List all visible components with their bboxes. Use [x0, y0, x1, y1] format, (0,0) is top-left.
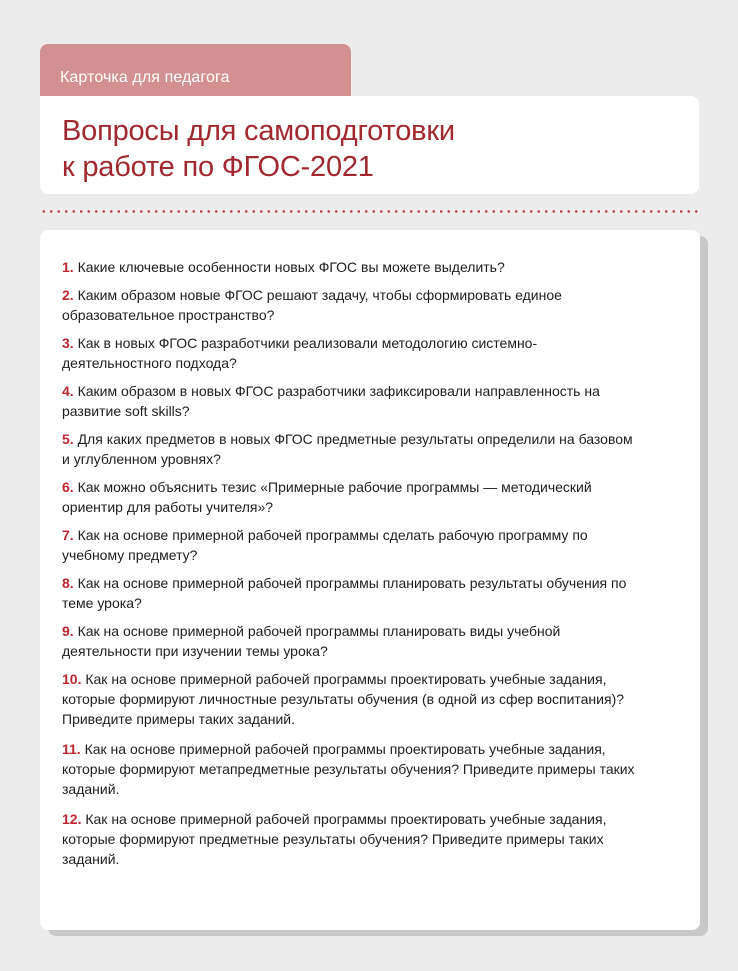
questions-card: [40, 230, 700, 930]
question-number: 2.: [62, 287, 74, 303]
question-item: [62, 285, 682, 325]
question-number: 1.: [62, 259, 74, 275]
question-text: которые формируют предметные результаты обучения? Приведите примеры таких: [62, 831, 604, 847]
question-number: 7.: [62, 527, 74, 543]
question-text: образовательное пространство?: [62, 307, 275, 323]
question-text: Как в новых ФГОС разработчики реализовали методологию системно-: [77, 335, 538, 351]
question-text: деятельности при изучении темы урока?: [62, 643, 328, 659]
question-item: [62, 381, 682, 421]
question-text: Как на основе примерной рабочей программы проектировать учебные задания,: [84, 741, 606, 757]
question-item: [62, 477, 682, 517]
question-text: Приведите примеры таких заданий.: [62, 711, 295, 727]
question-text: деятельностного подхода?: [62, 355, 237, 371]
page-title-line-2: к работе по ФГОС-2021: [62, 151, 374, 183]
question-text: Каким образом в новых ФГОС разработчики зафиксировали направленность на: [77, 383, 600, 399]
question-text: Какие ключевые особенности новых ФГОС вы можете выделить?: [77, 259, 505, 275]
question-text: которые формируют метапредметные результаты обучения? Приведите примеры таких: [62, 761, 635, 777]
dotted-divider: [40, 210, 699, 213]
question-item: [62, 621, 682, 661]
question-item: [62, 669, 682, 729]
question-item: [62, 257, 682, 277]
question-text: и углубленном уровнях?: [62, 451, 221, 467]
question-text: учебному предмету?: [62, 547, 198, 563]
page-title-line-1: Вопросы для самоподготовки: [62, 115, 455, 147]
question-text: ориентир для работы учителя»?: [62, 499, 274, 515]
question-item: [62, 525, 682, 565]
question-item: [62, 573, 682, 613]
question-text: Как на основе примерной рабочей программы сделать рабочую программу по: [77, 527, 588, 543]
question-text: Как на основе примерной рабочей программы проектировать учебные задания,: [85, 671, 607, 687]
question-number: 5.: [62, 431, 74, 447]
question-text: Для каких предметов в новых ФГОС предметные результаты определили на базовом: [77, 431, 633, 447]
question-text: Как на основе примерной рабочей программы планировать виды учебной: [77, 623, 561, 639]
question-item: [62, 333, 682, 373]
question-number: 9.: [62, 623, 74, 639]
question-number: 6.: [62, 479, 74, 495]
question-item: [62, 809, 682, 869]
question-text: Как на основе примерной рабочей программы проектировать учебные задания,: [85, 811, 607, 827]
card-type-tab: [40, 44, 351, 96]
question-text: Как можно объяснить тезис «Примерные рабочие программы — методический: [77, 479, 592, 495]
question-text: теме урока?: [62, 595, 142, 611]
question-number: 10.: [62, 671, 82, 687]
question-text: заданий.: [62, 781, 120, 797]
question-number: 11.: [62, 741, 81, 757]
card-type-label: Карточка для педагога: [60, 69, 230, 86]
question-number: 8.: [62, 575, 74, 591]
question-number: 3.: [62, 335, 74, 351]
title-card: [40, 96, 699, 194]
question-item: [62, 739, 682, 799]
question-text: заданий.: [62, 851, 120, 867]
question-item: [62, 429, 682, 469]
question-text: Каким образом новые ФГОС решают задачу, чтобы сформировать единое: [77, 287, 562, 303]
question-text: развитие soft skills?: [62, 403, 190, 419]
question-text: которые формируют личностные результаты обучения (в одной из сфер воспитания)?: [62, 691, 625, 707]
question-text: Как на основе примерной рабочей программы планировать результаты обучения по: [77, 575, 627, 591]
question-number: 12.: [62, 811, 82, 827]
question-number: 4.: [62, 383, 74, 399]
